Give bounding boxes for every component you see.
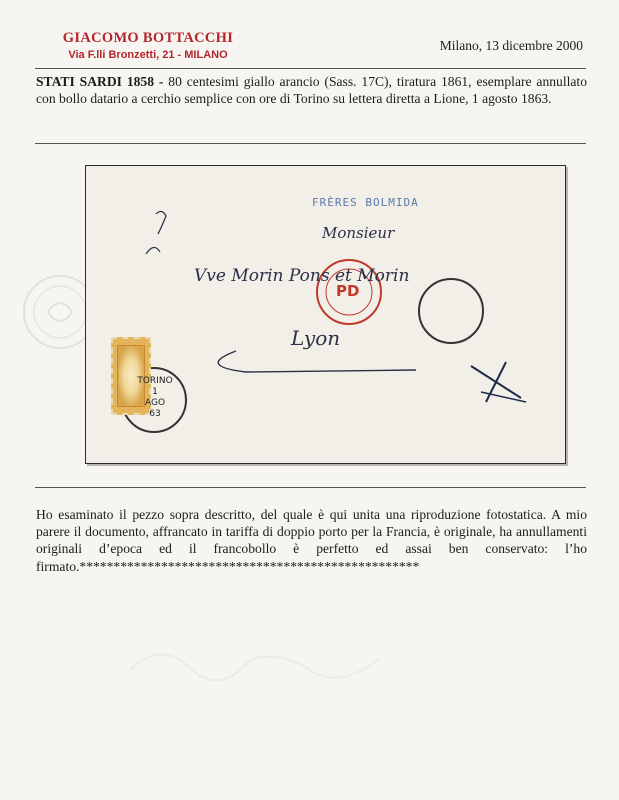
red-cancel-label: PD [336,282,360,300]
cancel-city: TORINO [137,376,173,386]
description-body: 80 centesimi giallo arancio (Sass. 17C), tiratura 1861, esemplare annullato con bollo datario a cerchio semplice con ore di Torino su lettera diretta a Lione, 1 agosto 1863. [36,74,587,106]
dealer-block [38,30,258,61]
cancel-month: AGO [144,398,166,408]
certificate-text: Ho esaminato il pezzo sopra descritto, del quale è qui unita una riproduzione fotostatica. A mio parere il documento, affrancato in tariffa di doppio porto per la Francia, è originale, ha annullamenti originali d’epoca ed il francobollo è perfetto ed assai ben conservato: l’ho firmato.************************************************** [36,507,587,574]
dealer-name: GIACOMO BOTTACCHI [62,30,234,46]
lower-rule [35,487,586,488]
middle-rule [35,143,586,144]
script-addressee: Vve Morin Pons et Morin [194,266,410,286]
stamp-cancel-date [134,376,176,420]
place-date: Milano, 13 dicembre 2000 [439,38,583,53]
description-lead: STATI SARDI 1858 - [36,74,164,89]
signature-icon [120,630,420,690]
script-city: Lyon [291,326,341,350]
cover-photo [85,165,566,464]
cancel-year: 63 [149,409,161,419]
dealer-address: Via F.lli Bronzetti, 21 - MILANO [68,49,228,61]
top-rule [35,68,586,69]
cancel-day: 1 [152,387,158,397]
item-description [36,73,587,107]
handstamp-bolmida: FRÈRES BOLMIDA [312,196,419,209]
script-monsieur: Monsieur [322,224,395,242]
